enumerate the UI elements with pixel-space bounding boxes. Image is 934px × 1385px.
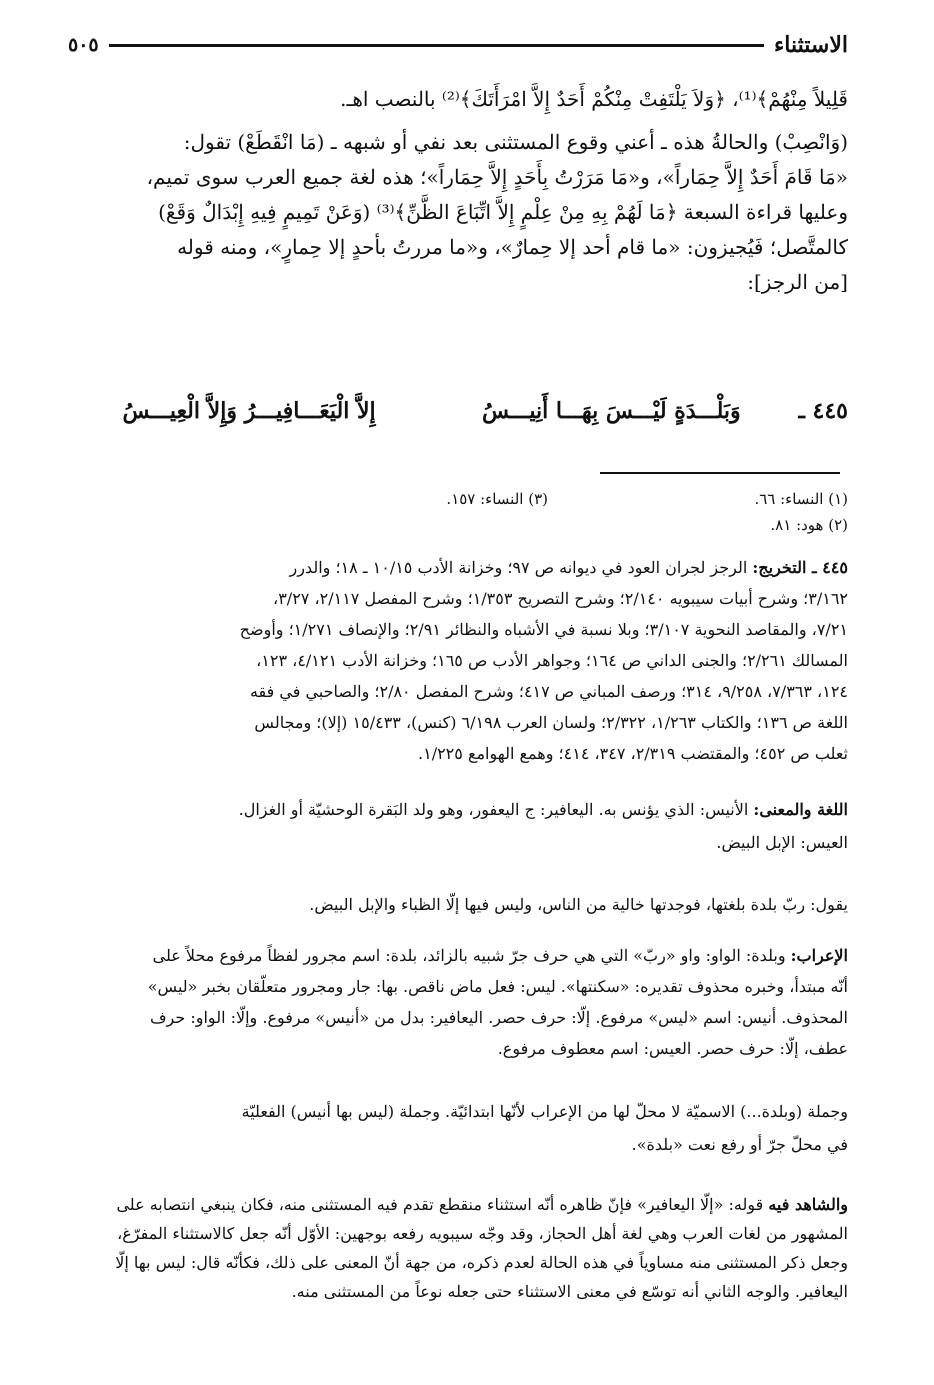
takhrij-section — [68, 552, 848, 769]
footnote-1: (١) النساء: ٦٦. — [754, 490, 848, 508]
meaning-line: يقول: ربّ بلدة بلغتها، فوجدتها خالية من الناس، وليس فيها إلّا الظباء والإبل البيض. — [309, 895, 848, 914]
sentence-analysis-line: في محلّ جرّ أو رفع نعت «بلدة». — [631, 1135, 848, 1154]
verse-number: ٤٤٥ ـ — [798, 398, 848, 424]
verse-hemistich-second: إِلاَّ الْيَعَـــافِيـــرُ وَإِلاَّ الْعِيـــسُ — [122, 398, 376, 424]
irab-line: أنّه مبتدأ، وخبره محذوف تقديره: «سكنتها». ليس: فعل ماض ناقص. بها: جار ومجرور متعلّقان بخبر «ليس» — [147, 977, 848, 996]
main-line: قَلِيلاً مِنْهُمْ﴾⁽¹⁾، ﴿وَلاَ يَلْتَفِتْ مِنْكُمْ أَحَدٌ إِلاَّ امْرَأَتَكَ﴾⁽²⁾ بالنصب اهـ. — [340, 87, 848, 111]
irab-line: وبلدة: الواو: واو «ربّ» التي هي حرف جرّ شبيه بالزائد، بلدة: اسم مجرور لفظاً مرفوع محلاً على — [152, 946, 786, 965]
shahid-line: قوله: «إلّا اليعافير» فإنّ ظاهره أنّه استثناء منقطع تقدم فيه المستثنى منه، فكان ينبغي انتصابه على — [116, 1195, 764, 1214]
main-paragraph-2 — [68, 125, 848, 300]
header-rule — [109, 44, 764, 47]
takhrij-line: ١٢٤، ٧/٣٦٣، ٩/٢٥٨، ٣١٤؛ ورصف المباني ص ٤١٧؛ وشرح المفصل ٢/٨٠؛ والصاحبي في فقه — [249, 682, 848, 701]
lugha-section — [68, 793, 848, 859]
sentence-analysis-section — [68, 1095, 848, 1161]
main-line: كالمتَّصل؛ فَيُجيزون: «ما قام أحد إلا حِمارٌ»، و«ما مررتُ بأحدٍ إلا حِمارٍ»، ومنه قوله — [177, 235, 848, 259]
takhrij-line: ٣/١٦٢؛ وشرح أبيات سيبويه ٢/١٤٠؛ وشرح التصريح ١/٣٥٣؛ وشرح المفصل ٢/١١٧، ٣/٢٧، — [273, 589, 848, 608]
meaning-section — [68, 890, 848, 920]
takhrij-label: ٤٤٥ ـ التخريج: — [752, 558, 848, 577]
footnote-row — [68, 512, 848, 538]
shahid-section — [68, 1190, 848, 1306]
page-number: ٥٠٥ — [68, 34, 99, 56]
footnote-divider — [600, 472, 840, 474]
takhrij-line: ثعلب ص ٤٥٢؛ والمقتضب ٢/٣١٩، ٣٤٧، ٤١٤؛ وهمع الهوامع ١/٢٢٥. — [418, 744, 848, 763]
lugha-label: اللغة والمعنى: — [753, 800, 848, 819]
takhrij-line: ٧/٢١، والمقاصد النحوية ٣/١٠٧؛ وبلا نسبة في الأشباه والنظائر ٢/٩١؛ والإنصاف ١/٢٧١؛ وأوضح — [239, 620, 848, 639]
chapter-title: الاستثناء — [773, 32, 848, 58]
takhrij-line: الرجز لجران العود في ديوانه ص ٩٧؛ وخزانة الأدب ١٠/١٥ ـ ١٨؛ والدرر — [289, 558, 748, 577]
footnotes — [68, 486, 848, 538]
main-line: وعليها قراءة السبعة ﴿مَا لَهُمْ بِهِ مِنْ عِلْمٍ إِلاَّ اتِّبَاعَ الظَّنِّ﴾⁽³⁾ (وَعَنْ تَمِيمٍ فِيهِ إِبْدَالٌ وَقَعْ) — [158, 200, 848, 224]
footnote-row — [68, 486, 848, 512]
main-line: «مَا قَامَ أَحَدٌ إِلاَّ حِمَاراً»، و«مَا مَرَرْتُ بِأَحَدٍ إِلاَّ حِمَاراً»؛ هذه لغة جميع العرب سوى تميم، — [146, 165, 848, 189]
main-text — [68, 82, 848, 306]
shahid-line: اليعافير. والوجه الثاني أنه توسّع في معنى الاستثناء حتى جعله نوعاً من المستثنى منه. — [291, 1282, 848, 1301]
shahid-label: والشاهد فيه — [768, 1195, 848, 1214]
irab-line: المحذوف. أنيس: اسم «ليس» مرفوع. إلّا: حرف حصر. اليعافير: بدل من «أنيس» مرفوع. وإلّا: الواو: حرف — [149, 1008, 848, 1027]
main-paragraph-1 — [68, 82, 848, 117]
verse-hemistich-first: وَبَلْـــدَةٍ لَيْـــسَ بِهَـــا أَنِيـــسُ — [481, 398, 741, 424]
verse-line — [68, 393, 848, 429]
main-line: (وَانْصِبْ) والحالةُ هذه ـ أعني وقوع المستثنى بعد نفي أو شبهه ـ (مَا انْقَطَعْ) تقول: — [183, 130, 848, 154]
irab-label: الإعراب: — [790, 946, 848, 965]
lugha-line: العيس: الإبل البيض. — [716, 833, 848, 852]
irab-section — [68, 940, 848, 1064]
sentence-analysis-line: وجملة (وبلدة...) الاسميّة لا محلّ لها من الإعراب لأنّها ابتدائيّة. وجملة (ليس بها أنيس) الفعليّة — [241, 1102, 848, 1121]
lugha-line: الأنيس: الذي يؤنس به. اليعافير: ج اليعفور، وهو ولد البَقرة الوحشيّة أو الغزال. — [238, 800, 749, 819]
footnote-3: (٣) النساء: ١٥٧. — [446, 490, 548, 508]
shahid-line: المشهور من لغات العرب وهي لغة أهل الحجاز، وقد وجّه سيبويه رفعه بوجهين: الأوّل أنّه جعل كالاستثناء المفرّغ، — [117, 1224, 848, 1243]
irab-line: عطف، إلّا: حرف حصر. العيس: اسم معطوف مرفوع. — [497, 1039, 848, 1058]
shahid-line: وجعل ذكر المستثنى منه مساوياً في هذه الحالة لعدم ذكره، من جهة أنّ المعنى على ذلك، فكأنّه قال: ليس بها إلّا — [115, 1253, 848, 1272]
takhrij-line: المسالك ٢/٢٦١؛ والجنى الداني ص ١٦٤؛ وجواهر الأدب ص ١٦٥؛ وخزانة الأدب ٤/١٢١، ١٢٣، — [256, 651, 848, 670]
takhrij-line: اللغة ص ١٣٦؛ والكتاب ١/٢٦٣، ٢/٣٢٢؛ ولسان العرب ٦/١٩٨ (كنس)، ١٥/٤٣٣ (إلا)؛ ومجالس — [254, 713, 848, 732]
footnote-2: (٢) هود: ٨١. — [770, 516, 848, 534]
main-line: [من الرجز]: — [747, 270, 848, 294]
page-header — [68, 30, 848, 60]
